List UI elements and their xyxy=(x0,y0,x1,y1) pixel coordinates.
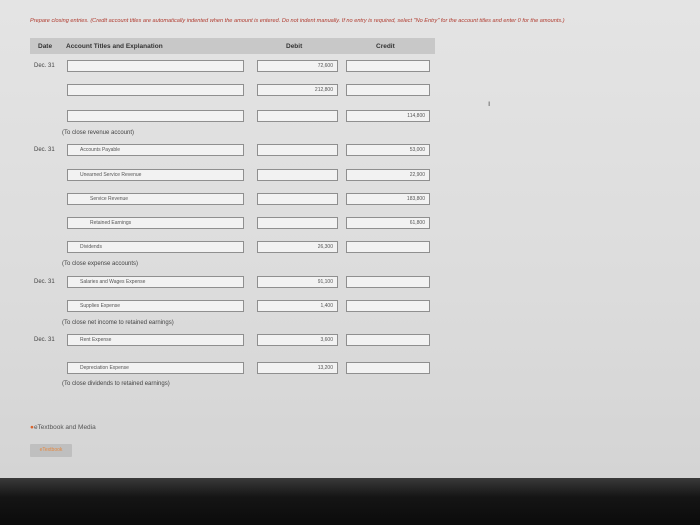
entry-note: (To close revenue account) xyxy=(62,130,135,136)
debit-input[interactable] xyxy=(257,144,338,156)
etextbook-button[interactable]: eTextbook xyxy=(30,444,72,457)
debit-input[interactable]: 3,600 xyxy=(257,334,338,346)
account-input[interactable] xyxy=(67,110,244,122)
credit-input[interactable] xyxy=(346,362,430,374)
credit-input[interactable] xyxy=(346,241,430,253)
header-account: Account Titles and Explanation xyxy=(66,43,163,50)
debit-input[interactable]: 91,100 xyxy=(257,276,338,288)
credit-input[interactable] xyxy=(346,60,430,72)
account-input[interactable]: Rent Expense xyxy=(67,334,244,346)
screen-bezel xyxy=(0,478,700,525)
row-date: Dec. 31 xyxy=(34,63,55,69)
etextbook-media-link[interactable] xyxy=(30,424,96,431)
account-input[interactable]: Unearned Service Revenue xyxy=(67,169,244,181)
header-credit: Credit xyxy=(376,43,395,50)
entry-note: (To close net income to retained earnings) xyxy=(62,320,174,326)
credit-input[interactable] xyxy=(346,276,430,288)
header-debit: Debit xyxy=(286,43,303,50)
entry-note: (To close expense accounts) xyxy=(62,261,139,267)
account-input[interactable]: Service Revenue xyxy=(67,193,244,205)
text-cursor-icon: ı xyxy=(488,99,491,108)
credit-input[interactable]: 114,800 xyxy=(346,110,430,122)
row-date: Dec. 31 xyxy=(34,147,55,153)
debit-input[interactable] xyxy=(257,110,338,122)
account-input[interactable] xyxy=(67,60,244,72)
account-input[interactable]: Accounts Payable xyxy=(67,144,244,156)
etextbook-media-label: eTextbook and Media xyxy=(33,424,96,431)
entry-note: (To close dividends to retained earnings) xyxy=(62,381,170,387)
row-date: Dec. 31 xyxy=(34,279,55,285)
debit-input[interactable] xyxy=(257,217,338,229)
debit-input[interactable]: 72,600 xyxy=(257,60,338,72)
account-input[interactable]: Supplies Expense xyxy=(67,300,244,312)
credit-input[interactable]: 22,900 xyxy=(346,169,430,181)
account-input[interactable]: Depreciation Expense xyxy=(67,362,244,374)
credit-input[interactable] xyxy=(346,300,430,312)
credit-input[interactable] xyxy=(346,334,430,346)
credit-input[interactable] xyxy=(346,84,430,96)
row-date: Dec. 31 xyxy=(34,337,55,343)
header-date: Date xyxy=(38,43,53,50)
account-input[interactable]: Salaries and Wages Expense xyxy=(67,276,244,288)
bullet-icon: ● xyxy=(30,424,34,431)
table-header xyxy=(30,38,435,54)
debit-input[interactable]: 13,200 xyxy=(257,362,338,374)
credit-input[interactable]: 61,800 xyxy=(346,217,430,229)
instructions-text: Prepare closing entries. (Credit account titles are automatically indented when the amount is entered. Do not indent manually. If no entry is required, select "No Entry" for the account titles and enter 0 for the amounts.) xyxy=(30,18,565,24)
credit-input[interactable]: 53,000 xyxy=(346,144,430,156)
credit-input[interactable]: 183,800 xyxy=(346,193,430,205)
account-input[interactable] xyxy=(67,84,244,96)
debit-input[interactable]: 1,400 xyxy=(257,300,338,312)
account-input[interactable]: Retained Earnings xyxy=(67,217,244,229)
debit-input[interactable]: 212,800 xyxy=(257,84,338,96)
debit-input[interactable] xyxy=(257,169,338,181)
debit-input[interactable] xyxy=(257,193,338,205)
debit-input[interactable]: 26,300 xyxy=(257,241,338,253)
account-input[interactable]: Dividends xyxy=(67,241,244,253)
